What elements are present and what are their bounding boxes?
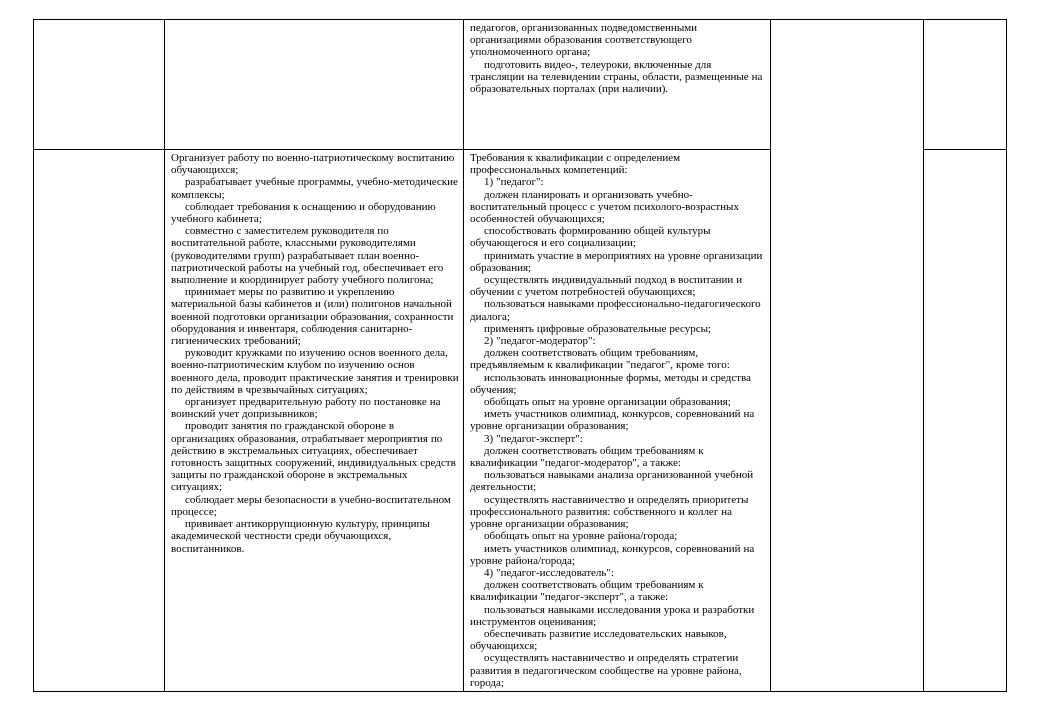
paragraph: обеспечивать развитие исследовательских навыков, обучающихся; [470,627,727,653]
paragraph: Требования к квалификации с определением профессиональных компетенций: [470,152,681,177]
cell-row2-col3-paragraphs [470,152,766,689]
paragraph: применять цифровые образовательные ресурсы; [484,322,712,335]
cell-row2-col5 [924,150,1007,692]
cell-row2-col3 [464,150,771,692]
paragraph: использовать инновационные формы, методы и средства обучения; [470,371,751,396]
paragraph: соблюдает требования к оснащению и оборудованию учебного кабинета; [171,200,436,226]
paragraph: разрабатывает учебные программы, учебно-методические комплексы; [171,176,458,201]
paragraph: 2) "педагог-модератор": [484,335,596,348]
paragraph: пользоваться навыками исследования урока и разработки инструментов оценивания; [470,603,755,628]
paragraph: осуществлять наставничество и определять стратегии развития в педагогическом сообществе на уровне района, города; [470,652,742,689]
cell-col4-merged [771,20,924,692]
paragraph: пользоваться навыками профессионально-педагогического диалога; [470,298,761,323]
cell-row1-col3 [464,20,771,150]
paragraph: организует предварительную работу по постановке на воинский учет допризывников; [171,396,441,421]
paragraph: 1) "педагог": [484,176,544,189]
paragraph: пользоваться навыками анализа организованной учебной деятельности; [470,469,754,494]
cell-row2-col2-paragraphs [171,152,459,555]
paragraph: должен соответствовать общим требованиям к квалификации "педагог-модератор", а также: [470,444,704,470]
paragraph: педагогов, организованных подведомственными организациями образования соответствующего уполномоченного органа; [470,22,698,59]
paragraph: обобщать опыт на уровне организации образования; [484,396,731,409]
cell-row1-col2 [165,20,464,150]
paragraph: принимает меры по развитию и укреплению материальной базы кабинетов и (или) полигонов начальной военной подготовки организации образования, сохранности оборудования и инвентаря, соблюдения санитарно-гигиенических требований; [171,286,454,348]
paragraph: подготовить видео-, телеуроки, включенные для трансляции на телевидении страны, области, размещенные на образовательных порталах (при наличии). [470,58,763,96]
paragraph: должен планировать и организовать учебно-воспитательный процесс с учетом психолого-возрастных особенностей обучающихся; [470,188,739,226]
paragraph: иметь участников олимпиад, конкурсов, соревнований на уровне района/города; [470,542,755,567]
paragraph: проводит занятия по гражданской обороне в организациях образования, отрабатывает мероприятия по действию в экстремальных ситуациях, обеспечивает готовность защитных сооружений, индивидуальных средств защиты по гражданской обороне в экстремальных ситуациях; [171,420,456,494]
paragraph: 4) "педагог-исследователь": [484,566,614,579]
paragraph: должен соответствовать общим требованиям к квалификации "педагог-эксперт", а также: [470,579,704,604]
paragraph: способствовать формированию общей культуры обучающегося и его социализации; [470,225,711,250]
cell-row1-col5 [924,20,1007,150]
cell-row2-col2 [165,150,464,692]
paragraph: руководит кружками по изучению основ военного дела, военно-патриотическим клубом по изучению основ военного дела, проводит практические занятия и тренировки по действиям в чрезвычайных ситуациях; [171,347,459,396]
cell-row1-col1 [34,20,165,150]
paragraph: совместно с заместителем руководителя по воспитательной работе, классными руководителями (руководителями групп) разрабатывает план военно-патриотической работы на учебный год, обеспечивает его выполнение и координирует работу учебного полигона; [171,225,444,287]
qualification-table [33,19,1007,692]
cell-row1-col3-paragraphs [470,22,766,95]
paragraph: осуществлять индивидуальный подход в воспитании и обучении с учетом потребностей обучающихся; [470,274,743,299]
paragraph: осуществлять наставничество и определять приоритеты профессионального развития: собственного и коллег на уровне организации образования; [470,493,749,531]
paragraph: прививает антикоррупционную культуру, принципы академической честности среди обучающихся, воспитанников. [171,518,430,555]
paragraph: обобщать опыт на уровне района/города; [484,530,678,543]
paragraph: 3) "педагог-эксперт": [484,432,583,445]
paragraph: иметь участников олимпиад, конкурсов, соревнований на уровне организации образования; [470,408,755,433]
paragraph: принимать участие в мероприятиях на уровне организации образования; [470,249,763,274]
paragraph: должен соответствовать общим требованиям, предъявляемым к квалификации "педагог", кроме того: [470,347,730,372]
paragraph: соблюдает меры безопасности в учебно-воспитательном процессе; [171,493,451,518]
paragraph: Организует работу по военно-патриотическому воспитанию обучающихся; [171,152,455,177]
cell-row2-col1 [34,150,165,692]
